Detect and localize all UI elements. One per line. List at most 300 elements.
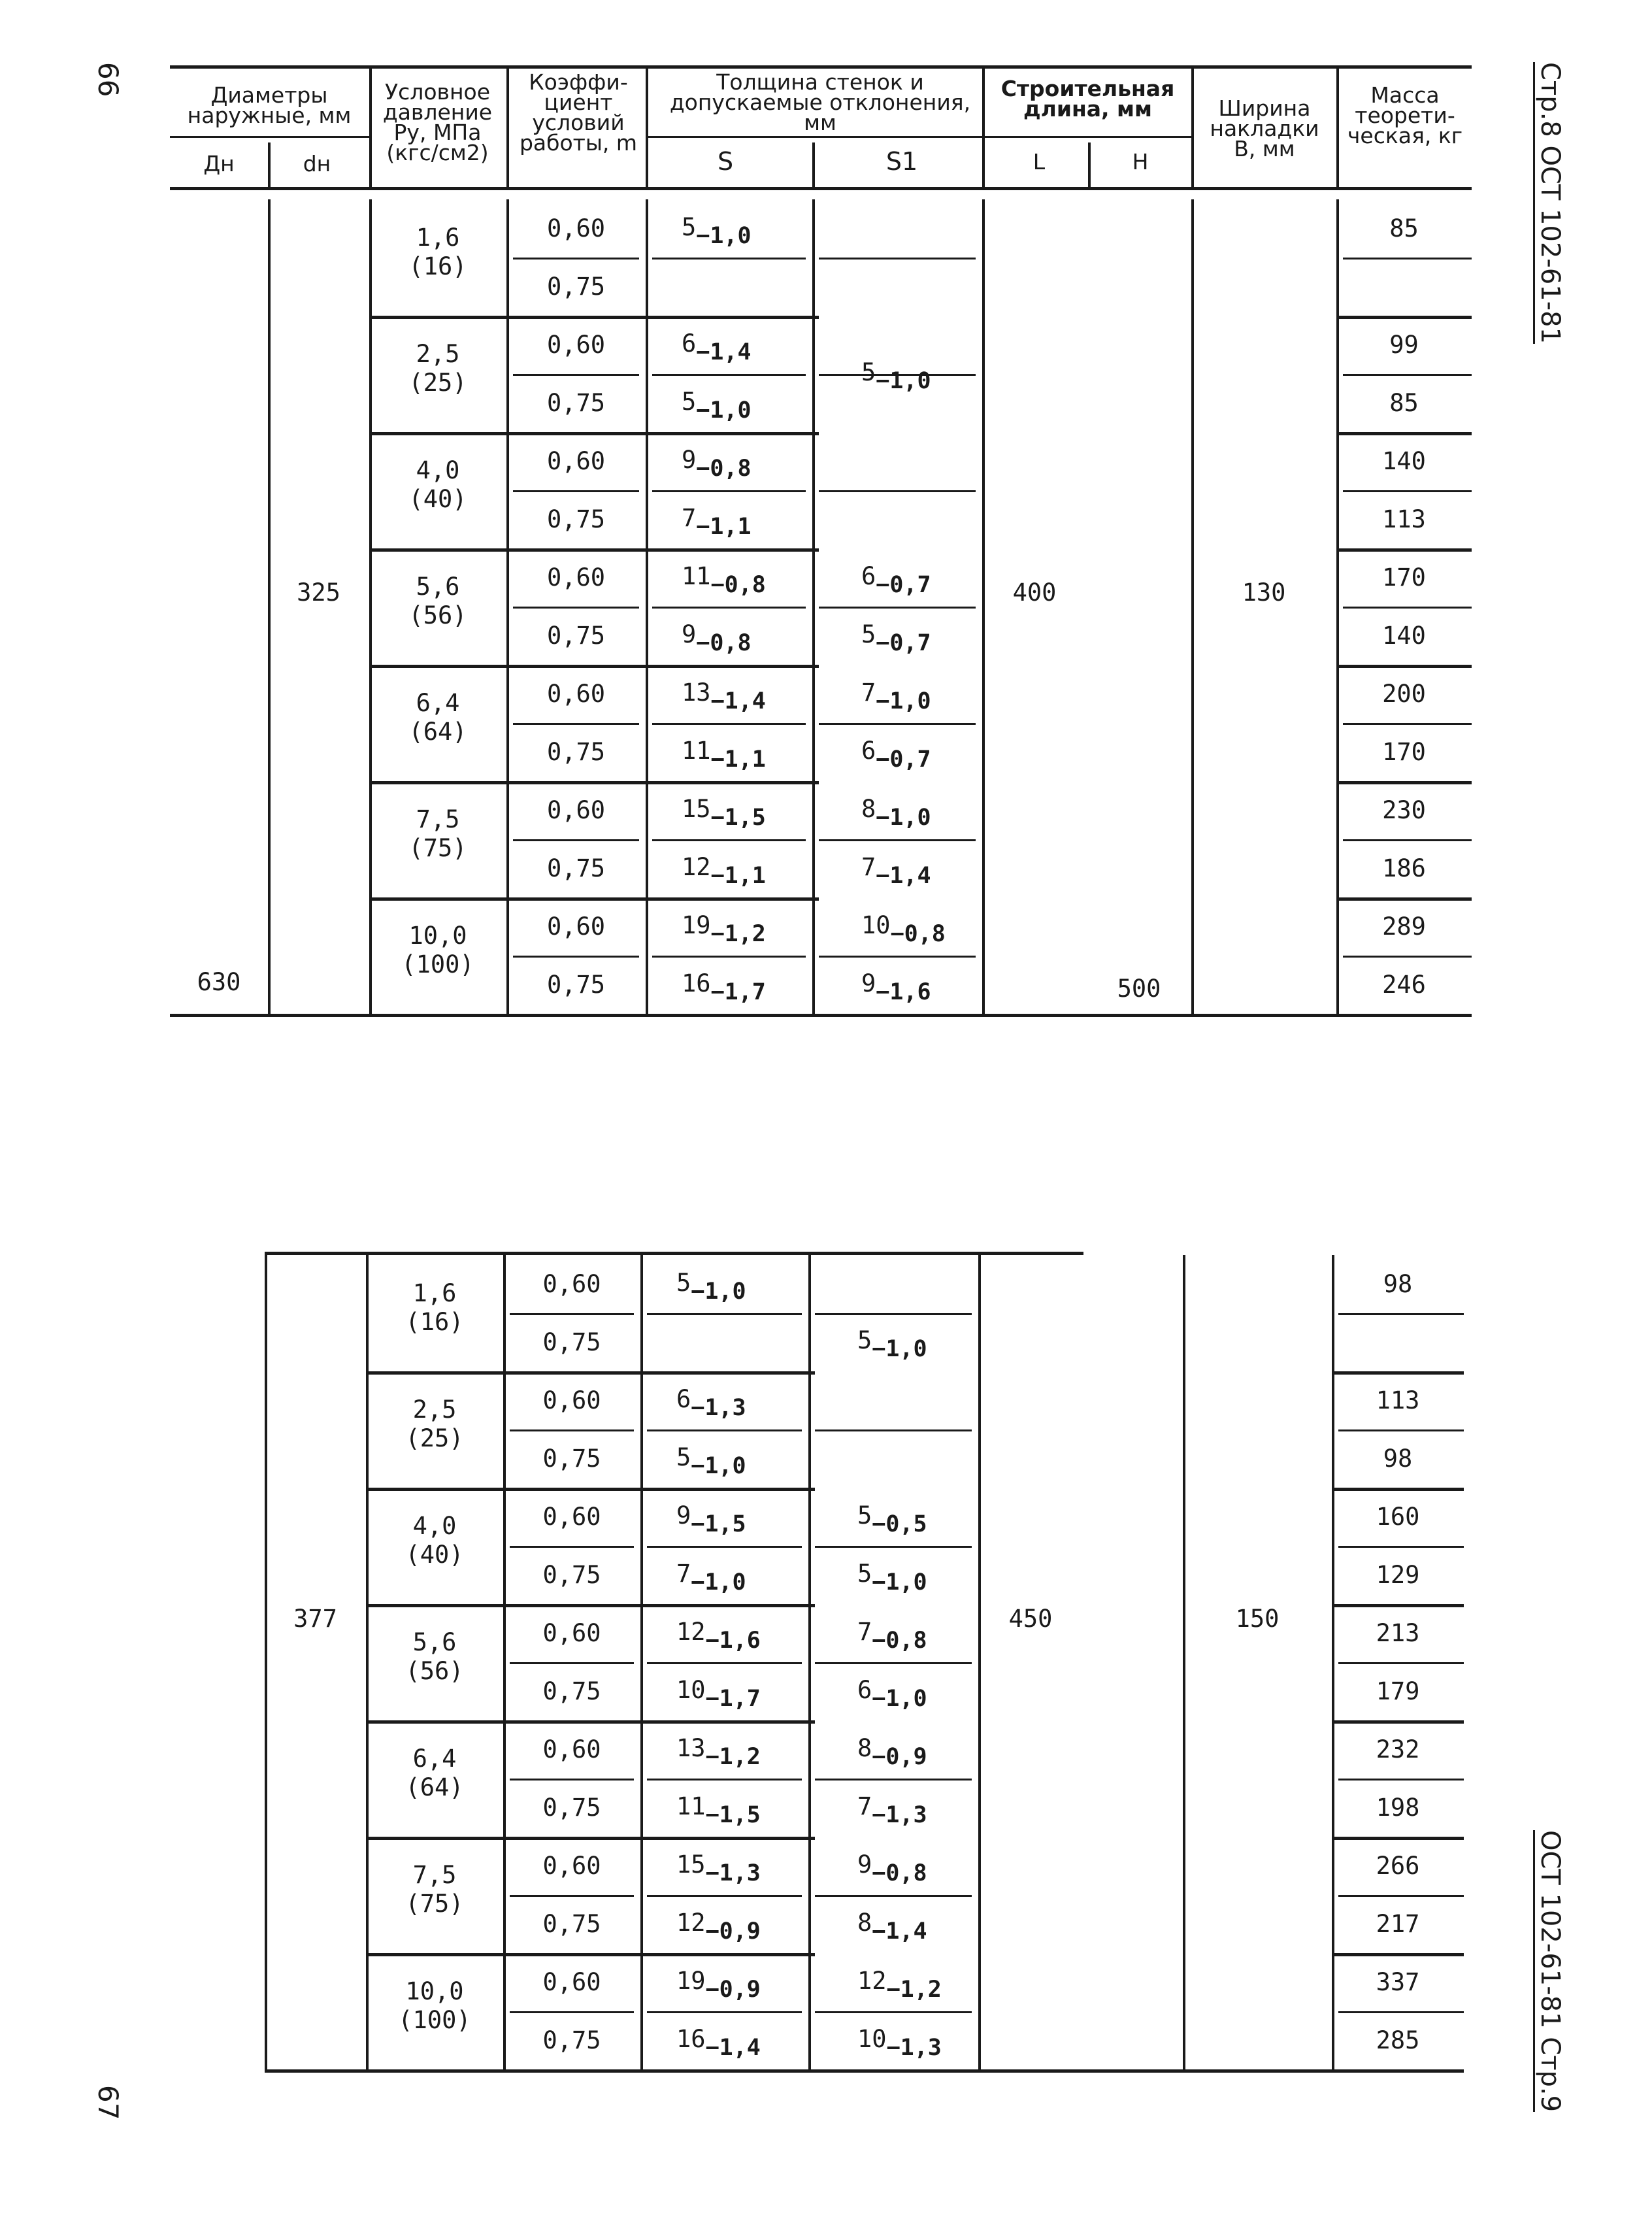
B-value: 150 [1235,1605,1280,1633]
header-Dn: Дн [203,151,235,176]
row-divider [1343,607,1472,609]
pressure-value: 2,5 [412,1396,457,1424]
row-divider [652,723,806,725]
mass-value: 113 [1376,1386,1420,1414]
thickness-S1-value: 9 [861,969,876,997]
row-divider [819,723,976,725]
coefficient-m: 0,60 [542,1269,601,1298]
coefficient-m: 0,75 [546,970,606,999]
group-separator [366,1837,815,1840]
thickness-S [676,1617,761,1654]
thickness-S1-deviation: −1,4 [876,862,931,889]
pressure-kgf: (64) [408,718,467,746]
table-vline [265,1255,267,2069]
thickness-S-value: 19 [682,911,711,939]
pressure-kgf: (40) [405,1541,464,1569]
B-value: 130 [1242,578,1286,607]
mass-value: 170 [1382,737,1426,766]
thickness-S [676,1501,746,1537]
Dn-value: 630 [197,968,241,996]
mass-value: 85 [1389,214,1419,242]
pressure-value: 1,6 [416,224,460,252]
pressure-kgf: (25) [405,1424,464,1452]
table-vline [506,199,509,1014]
pressure-value: 10,0 [408,922,467,950]
row-divider [652,258,806,259]
group-separator-mass [1336,432,1472,435]
thickness-S1 [861,561,931,598]
row-divider [513,839,639,841]
row-divider [652,374,806,376]
thickness-S1-deviation: −0,9 [872,1743,927,1770]
thickness-S1 [861,852,931,889]
row-divider [1343,839,1472,841]
row-divider [1343,490,1472,492]
thickness-S-deviation: −1,1 [710,862,766,889]
row-divider [513,490,639,492]
thickness-S-value: 7 [676,1559,691,1588]
coefficient-m: 0,75 [542,1793,601,1822]
table-vline [646,199,648,1014]
thickness-S-deviation: −0,8 [696,455,752,482]
group-separator-mass [1336,665,1472,668]
pressure-kgf: (75) [405,1890,464,1918]
mass-value: 217 [1376,1909,1420,1938]
thickness-S-deviation: −0,8 [710,571,766,598]
coefficient-m: 0,75 [546,621,606,650]
row-divider [647,1662,802,1664]
thickness-S-deviation: −1,6 [705,1627,761,1654]
thickness-S-deviation: −1,5 [691,1511,746,1537]
mass-value: 160 [1376,1502,1420,1531]
thickness-S [682,503,752,540]
thickness-S-deviation: −1,1 [696,513,752,540]
thickness-S [676,1792,761,1828]
thickness-S-value: 11 [682,736,711,765]
thickness-S-value: 16 [682,969,711,997]
coefficient-m: 0,75 [546,737,606,766]
thickness-S [682,620,752,656]
thickness-S-value: 10 [676,1675,706,1704]
thickness-S1-deviation: −0,7 [876,629,931,656]
header-width: Ширина накладки В, мм [1210,95,1319,161]
group-separator [369,781,819,784]
group-separator [369,665,819,668]
mass-value: 230 [1382,795,1426,824]
thickness-S1 [857,1966,942,2003]
header-coefficient: Коэффи- циент условий работы, m [519,69,638,156]
coefficient-m: 0,75 [542,1677,601,1705]
thickness-S [682,911,766,947]
thickness-S-deviation: −0,8 [696,629,752,656]
thickness-S1-deviation: −0,7 [876,746,931,773]
thickness-S [682,329,752,365]
row-divider [815,1662,972,1664]
thickness-S [682,852,766,889]
header-length: Строительная длина, мм [1000,76,1175,122]
L-value: 400 [1012,578,1057,607]
mass-value: 140 [1382,446,1426,475]
mass-value: 289 [1382,912,1426,941]
thickness-S-value: 6 [682,329,697,358]
row-divider [819,607,976,609]
row-divider [510,2011,634,2013]
thickness-S1 [861,358,931,394]
thickness-S1-deviation: −0,7 [876,571,931,598]
thickness-S1 [861,794,931,831]
row-divider [513,607,639,609]
thickness-S [676,1268,746,1305]
thickness-S1-deviation: −1,3 [872,1801,927,1828]
pressure-kgf: (16) [405,1308,464,1336]
thickness-S-value: 5 [682,212,697,241]
coefficient-m: 0,60 [542,1851,601,1880]
coefficient-m: 0,60 [546,563,606,592]
coefficient-m: 0,75 [546,272,606,301]
thickness-S1 [857,1850,927,1886]
row-divider [1343,723,1472,725]
H-value: 500 [1117,975,1161,1003]
mass-value: 232 [1376,1735,1420,1763]
thickness-S-value: 15 [676,1850,706,1879]
table-vline [640,1255,643,2069]
row-divider [647,1429,802,1431]
row-divider [513,956,639,958]
coefficient-m: 0,60 [546,330,606,359]
row-divider [815,1779,972,1780]
pressure-kgf: (25) [408,369,467,397]
mass-value: 170 [1382,563,1426,592]
mass-value: 337 [1376,1967,1420,1996]
thickness-S-value: 5 [682,387,697,416]
row-divider [652,490,806,492]
row-divider [1338,2011,1464,2013]
thickness-S1-deviation: −0,8 [872,1627,927,1654]
thickness-S-deviation: −1,5 [705,1801,761,1828]
thickness-S1-deviation: −0,8 [872,1860,927,1886]
group-separator-mass [1332,1604,1464,1607]
thickness-S1-value: 7 [857,1617,872,1646]
pressure-kgf: (75) [408,834,467,862]
group-separator [366,1488,815,1491]
pressure-value: 4,0 [416,456,460,484]
group-separator-mass [1332,1837,1464,1840]
coefficient-m: 0,75 [542,1909,601,1938]
thickness-S-deviation: −1,0 [691,1278,746,1305]
pressure-value: 5,6 [412,1628,457,1656]
coefficient-m: 0,60 [542,1735,601,1763]
thickness-S1 [861,678,931,714]
coefficient-m: 0,60 [546,795,606,824]
row-divider [510,1895,634,1897]
row-divider [1338,1546,1464,1548]
table-vline [1332,1255,1334,2069]
thickness-S1 [857,1675,927,1712]
header-S: S [717,147,734,176]
thickness-S1 [861,736,931,773]
row-divider [819,956,976,958]
row-divider [513,258,639,259]
thickness-S-deviation: −1,0 [691,1452,746,1479]
thickness-S1 [861,620,931,656]
pressure-kgf: (40) [408,485,467,513]
pressure-kgf: (100) [401,950,474,978]
row-divider [510,1546,634,1548]
group-separator [369,316,819,319]
thickness-S1-deviation: −1,0 [872,1685,927,1712]
coefficient-m: 0,60 [542,1386,601,1414]
row-divider [647,1779,802,1780]
table-vline [1183,1255,1185,2069]
pressure-value: 1,6 [412,1279,457,1307]
group-separator-mass [1332,1953,1464,1956]
thickness-S-value: 9 [682,620,697,648]
row-divider [819,490,976,492]
thickness-S1-deviation: −1,0 [876,804,931,831]
thickness-S1-value: 10 [861,911,891,939]
group-separator-mass [1336,897,1472,901]
thickness-S [676,1966,761,2003]
mass-value: 266 [1376,1851,1420,1880]
thickness-S1-value: 5 [857,1501,872,1529]
thickness-S [682,561,766,598]
group-separator [366,1371,815,1375]
thickness-S [676,2024,761,2061]
thickness-S-deviation: −1,0 [696,222,752,249]
thickness-S1-deviation: −1,2 [886,1976,942,2003]
thickness-S [676,1559,746,1596]
pressure-value: 2,5 [416,340,460,368]
coefficient-m: 0,75 [542,1560,601,1589]
mass-value: 198 [1376,1793,1420,1822]
group-separator-mass [1332,1720,1464,1724]
thickness-S1-deviation: −0,8 [890,920,946,947]
thickness-S1 [857,1792,927,1828]
coefficient-m: 0,60 [546,446,606,475]
pressure-kgf: (100) [398,2006,471,2034]
thickness-S-deviation: −1,0 [696,397,752,424]
row-divider [1343,374,1472,376]
header-S1: S1 [885,147,918,176]
thickness-S1-value: 7 [861,678,876,707]
header-diameters: Диаметры наружные, мм [187,82,352,128]
group-separator [369,432,819,435]
thickness-S-deviation: −0,9 [705,1976,761,2003]
thickness-S-deviation: −1,5 [710,804,766,831]
mass-value: 285 [1376,2026,1420,2054]
thickness-S-value: 11 [682,561,711,590]
pressure-value: 10,0 [405,1977,464,2005]
thickness-S1 [857,1733,927,1770]
mass-value: 140 [1382,621,1426,650]
thickness-S-value: 5 [676,1443,691,1471]
thickness-S [676,1850,761,1886]
thickness-S-value: 12 [682,852,711,881]
mass-value: 200 [1382,679,1426,708]
thickness-S [682,969,766,1005]
thickness-S-deviation: −1,2 [705,1743,761,1770]
row-divider [652,956,806,958]
pressure-value: 6,4 [416,689,460,717]
row-divider [647,1895,802,1897]
row-divider [510,1313,634,1315]
thickness-S-deviation: −1,4 [696,339,752,365]
thickness-S-value: 19 [676,1966,706,1995]
thickness-S1 [857,1326,927,1362]
coefficient-m: 0,60 [542,1967,601,1996]
row-divider [647,2011,802,2013]
group-separator-mass [1336,316,1472,319]
thickness-S [682,387,752,424]
row-divider [819,839,976,841]
thickness-S1-value: 9 [857,1850,872,1879]
dn-value: 377 [293,1605,337,1633]
thickness-S [682,736,766,773]
mass-value: 98 [1383,1444,1413,1473]
thickness-S-deviation: −1,4 [705,2034,761,2061]
thickness-S1-deviation: −1,0 [876,367,931,394]
thickness-S-value: 12 [676,1908,706,1937]
table-vline [808,1255,811,2069]
coefficient-m: 0,75 [542,1328,601,1356]
row-divider [1338,1895,1464,1897]
thickness-S [676,1384,746,1421]
coefficient-m: 0,60 [542,1502,601,1531]
mass-value: 186 [1382,854,1426,882]
thickness-S1-deviation: −1,0 [876,688,931,714]
row-divider [1338,1779,1464,1780]
thickness-S1-value: 5 [861,358,876,386]
thickness-S1-value: 8 [857,1733,872,1762]
thickness-S [682,794,766,831]
coefficient-m: 0,60 [546,679,606,708]
thickness-S-value: 11 [676,1792,706,1820]
table-bottom-rule [170,1014,1472,1017]
thickness-S-deviation: −1,4 [710,688,766,714]
mass-value: 85 [1389,388,1419,417]
row-divider [815,1546,972,1548]
mass-value: 98 [1383,1269,1413,1298]
thickness-S [682,445,752,482]
thickness-S [682,212,752,249]
thickness-S-deviation: −1,2 [710,920,766,947]
side-caption-bottom: ОСТ 102-61-81 Стр.9 [1533,1830,1565,2112]
row-divider [1338,1662,1464,1664]
thickness-S1-value: 6 [857,1675,872,1704]
coefficient-m: 0,60 [546,912,606,941]
coefficient-m: 0,75 [542,1444,601,1473]
table-vline [1336,199,1339,1014]
row-divider [1338,1429,1464,1431]
thickness-S1 [857,2024,942,2061]
thickness-S1-value: 12 [857,1966,887,1995]
pressure-value: 6,4 [412,1745,457,1773]
row-divider [510,1662,634,1664]
thickness-S [676,1675,761,1712]
thickness-S-deviation: −0,9 [705,1918,761,1945]
group-separator [366,1604,815,1607]
pressure-value: 7,5 [416,805,460,833]
thickness-S1 [857,1617,927,1654]
row-divider [815,2011,972,2013]
thickness-S1 [857,1559,927,1596]
row-divider [815,1313,972,1315]
thickness-S1-deviation: −1,4 [872,1918,927,1945]
bottom-page-number: 67 [92,2085,124,2120]
row-divider [1343,258,1472,259]
side-caption-top: Стр.8 ОСТ 102-61-81 [1533,62,1565,344]
thickness-S1-value: 7 [861,852,876,881]
table-vline [978,1255,981,2069]
group-separator [366,1720,815,1724]
table-vline [812,199,815,1014]
mass-value: 213 [1376,1618,1420,1647]
thickness-S1-value: 6 [861,736,876,765]
group-separator-mass [1336,781,1472,784]
thickness-S1-value: 6 [861,561,876,590]
row-divider [652,839,806,841]
thickness-S [682,678,766,714]
thickness-S1 [857,1501,927,1537]
row-divider [510,1779,634,1780]
thickness-S-value: 9 [682,445,697,474]
thickness-S1 [861,969,931,1005]
mass-value: 99 [1389,330,1419,359]
row-divider [647,1313,802,1315]
header-dn: dн [303,151,331,176]
L-value: 450 [1008,1605,1053,1633]
thickness-S1-value: 5 [857,1326,872,1354]
group-separator-mass [1332,1371,1464,1375]
mass-value: 129 [1376,1560,1420,1589]
thickness-S1-value: 5 [857,1559,872,1588]
row-divider [815,1895,972,1897]
thickness-S-value: 15 [682,794,711,823]
thickness-S [676,1443,746,1479]
pressure-value: 7,5 [412,1861,457,1889]
pressure-kgf: (56) [405,1657,464,1685]
group-separator-mass [1332,1488,1464,1491]
thickness-S-value: 7 [682,503,697,532]
row-divider [652,607,806,609]
table-bottom-rule [265,2069,1464,2073]
pressure-value: 4,0 [412,1512,457,1540]
header-L: L [1032,149,1046,175]
coefficient-m: 0,75 [546,854,606,882]
coefficient-m: 0,75 [546,505,606,533]
row-divider [815,1429,972,1431]
dn-value: 325 [297,578,340,607]
thickness-S [676,1733,761,1770]
thickness-S-deviation: −1,7 [710,978,766,1005]
mass-value: 179 [1376,1677,1420,1705]
pressure-kgf: (64) [405,1773,464,1801]
thickness-S-value: 9 [676,1501,691,1529]
mass-value: 246 [1382,970,1426,999]
row-divider [1338,1313,1464,1315]
thickness-S-value: 16 [676,2024,706,2053]
thickness-S1-value: 7 [857,1792,872,1820]
thickness-S1-value: 8 [857,1908,872,1937]
thickness-S-value: 13 [676,1733,706,1762]
row-divider [510,1429,634,1431]
table-vline [503,1255,506,2069]
thickness-S1-deviation: −1,3 [886,2034,942,2061]
thickness-S1-deviation: −0,5 [872,1511,927,1537]
thickness-S1-deviation: −1,6 [876,978,931,1005]
thickness-S-value: 13 [682,678,711,707]
thickness-S-value: 6 [676,1384,691,1413]
